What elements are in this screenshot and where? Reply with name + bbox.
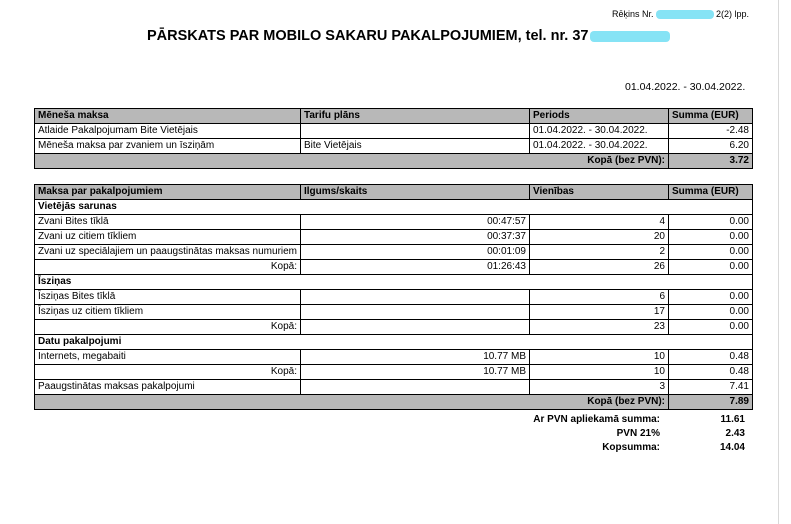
report-period: 01.04.2022. - 30.04.2022. xyxy=(625,81,746,93)
cell: 0.00 xyxy=(669,320,753,335)
cell: 6.20 xyxy=(669,139,753,154)
cell: Zvani uz citiem tīkliem xyxy=(35,230,301,245)
cell: 0.48 xyxy=(669,350,753,365)
table-row xyxy=(35,305,753,320)
cell: 0.00 xyxy=(669,290,753,305)
table-row xyxy=(35,290,753,305)
cell: Atlaide Pakalpojumam Bite Vietējais xyxy=(35,124,301,139)
column-header: Summa (EUR) xyxy=(669,185,753,200)
total-label: Kopā (bez PVN): xyxy=(35,154,669,169)
document-title xyxy=(147,28,670,44)
cell: 17 xyxy=(530,305,669,320)
cell: Bite Vietējais xyxy=(301,139,530,154)
cell: 01.04.2022. - 30.04.2022. xyxy=(530,139,669,154)
page-number: 2(2) lpp. xyxy=(716,9,750,19)
cell: Mēneša maksa par zvaniem un īsziņām xyxy=(35,139,301,154)
cell: 01:26:43 xyxy=(301,260,530,275)
cell: 10.77 MB xyxy=(301,365,530,380)
subtotal-row xyxy=(35,320,753,335)
invoice-number xyxy=(612,9,749,19)
cell: 10.77 MB xyxy=(301,350,530,365)
cell: 7.41 xyxy=(669,380,753,395)
grand-total-value: 14.04 xyxy=(719,442,745,453)
cell: 00:01:09 xyxy=(301,245,530,260)
cell: 0.00 xyxy=(669,230,753,245)
table-row xyxy=(35,215,753,230)
monthly-fee-table xyxy=(34,108,753,169)
cell: Īsziņas Bites tīklā xyxy=(35,290,301,305)
table-header xyxy=(35,109,753,124)
table-row xyxy=(35,124,753,139)
cell: 26 xyxy=(530,260,669,275)
cell: -2.48 xyxy=(669,124,753,139)
services-table xyxy=(34,184,753,410)
cell: 2 xyxy=(530,245,669,260)
cell: 6 xyxy=(530,290,669,305)
vat-label: PVN 21% xyxy=(616,428,660,439)
section-title: Datu pakalpojumi xyxy=(35,335,753,350)
table-header xyxy=(35,185,753,200)
cell: 0.48 xyxy=(669,365,753,380)
total-label: Kopā (bez PVN): xyxy=(35,395,669,410)
subtotal-row xyxy=(35,260,753,275)
subtotal-label: Kopā: xyxy=(35,365,301,380)
subtotal-label: Kopā: xyxy=(35,320,301,335)
column-header: Ilgums/skaits xyxy=(301,185,530,200)
cell: Paaugstinātas maksas pakalpojumi xyxy=(35,380,301,395)
cell xyxy=(301,380,530,395)
column-header: Periods xyxy=(530,109,669,124)
cell: 10 xyxy=(530,365,669,380)
cell: 0.00 xyxy=(669,215,753,230)
total-value: 3.72 xyxy=(669,154,753,169)
cell: 20 xyxy=(530,230,669,245)
cell: 10 xyxy=(530,350,669,365)
cell: 0.00 xyxy=(669,260,753,275)
column-header: Maksa par pakalpojumiem xyxy=(35,185,301,200)
taxable-label: Ar PVN apliekamā summa: xyxy=(533,414,660,425)
cell xyxy=(301,290,530,305)
cell: 00:37:37 xyxy=(301,230,530,245)
column-header: Mēneša maksa xyxy=(35,109,301,124)
cell: 23 xyxy=(530,320,669,335)
section-title: Īsziņas xyxy=(35,275,753,290)
subtotal-row xyxy=(35,365,753,380)
cell: 3 xyxy=(530,380,669,395)
cell: 4 xyxy=(530,215,669,230)
cell: 0.00 xyxy=(669,305,753,320)
redaction-mark xyxy=(656,10,714,19)
summary-block xyxy=(480,413,752,455)
table-row xyxy=(35,380,753,395)
title-text: PĀRSKATS PAR MOBILO SAKARU PAKALPOJUMIEM, tel. nr. 37 xyxy=(147,28,589,44)
section-header xyxy=(35,200,753,215)
cell: 0.00 xyxy=(669,245,753,260)
invoice-label: Rēķins Nr. xyxy=(612,9,654,19)
table-row xyxy=(35,139,753,154)
total-value: 7.89 xyxy=(669,395,753,410)
total-row xyxy=(35,395,753,410)
subtotal-label: Kopā: xyxy=(35,260,301,275)
table-row xyxy=(35,350,753,365)
cell xyxy=(301,320,530,335)
total-row xyxy=(35,154,753,169)
cell: 01.04.2022. - 30.04.2022. xyxy=(530,124,669,139)
column-header: Vienības xyxy=(530,185,669,200)
section-title: Vietējās sarunas xyxy=(35,200,753,215)
vat-row xyxy=(480,427,752,441)
grand-total-label: Kopsumma: xyxy=(602,442,660,453)
redaction-mark xyxy=(590,31,670,42)
grand-total-row xyxy=(480,441,752,455)
column-header: Tarifu plāns xyxy=(301,109,530,124)
column-header: Summa (EUR) xyxy=(669,109,753,124)
cell: Īsziņas uz citiem tīkliem xyxy=(35,305,301,320)
taxable-value: 11.61 xyxy=(720,414,745,425)
table-row xyxy=(35,230,753,245)
cell xyxy=(301,124,530,139)
table-row xyxy=(35,245,753,260)
page-edge xyxy=(778,0,779,524)
cell: 00:47:57 xyxy=(301,215,530,230)
cell: Internets, megabaiti xyxy=(35,350,301,365)
vat-value: 2.43 xyxy=(725,428,745,439)
section-header xyxy=(35,335,753,350)
taxable-row xyxy=(480,413,752,427)
cell xyxy=(301,305,530,320)
section-header xyxy=(35,275,753,290)
cell: Zvani uz speciālajiem un paaugstinātas maksas numuriem xyxy=(35,245,301,260)
cell: Zvani Bites tīklā xyxy=(35,215,301,230)
